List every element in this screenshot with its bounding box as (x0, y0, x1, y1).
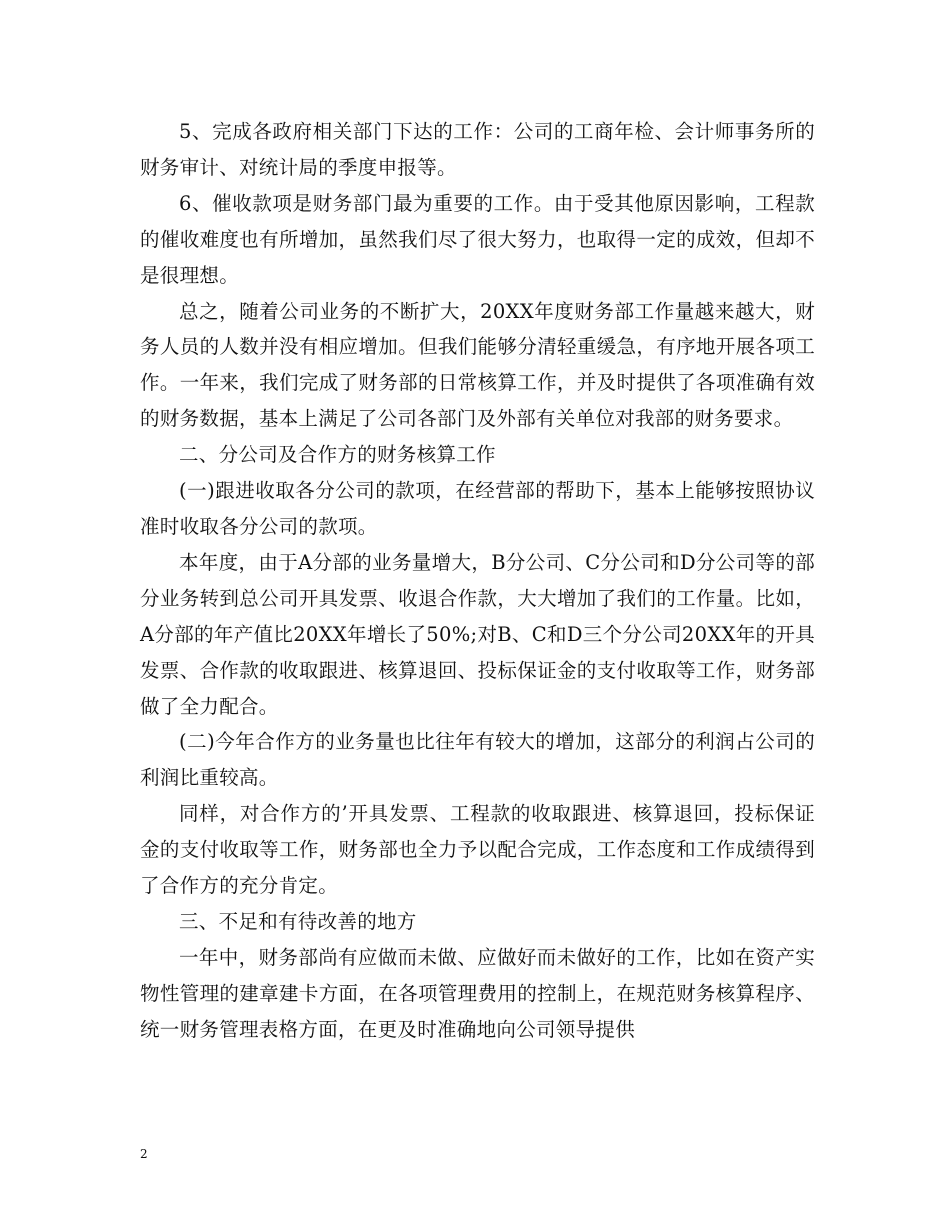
paragraph-this-year: 本年度，由于A分部的业务量增大，B分公司、C分公司和D分公司等的部分业务转到总公司开具发票、收退合作款，大大增加了我们的工作量。比如，A分部的年产值比20XX年增长了50%;对B、C和D三个分公司20XX年的开具发票、合作款的收取跟进、核算退回、投标保证金的支付收取等工作，财务部做了全力配合。 (140, 550, 815, 718)
paragraph-summary: 总之，随着公司业务的不断扩大，20XX年度财务部工作量越来越大，财务人员的人数并没有相应增加。但我们能够分清轻重缓急，有序地开展各项工作。一年来，我们完成了财务部的日常核算工作，并及时提供了各项准确有效的财务数据，基本上满足了公司各部门及外部有关单位对我部的财务要求。 (140, 299, 815, 431)
document-body (140, 114, 815, 1048)
paragraph-sub-2: (二)今年合作方的业务量也比往年有较大的增加，这部分的利润占公司的利润比重较高。 (140, 730, 815, 790)
section-heading-2: 二、分公司及合作方的财务核算工作 (179, 443, 496, 467)
paragraph-shortcomings: 一年中，财务部尚有应做而未做、应做好而未做好的工作，比如在资产实物性管理的建章建卡方面，在各项管理费用的控制上，在规范财务核算程序、统一财务管理表格方面，在更及时准确地向公司领导提供 (140, 945, 815, 1041)
page-number: 2 (140, 1147, 148, 1161)
paragraph-likewise: 同样，对合作方的’开具发票、工程款的收取跟进、核算退回，投标保证金的支付收取等工作，财务部也全力予以配合完成，工作态度和工作成绩得到了合作方的充分肯定。 (140, 802, 815, 898)
paragraph-item-5: 5、完成各政府相关部门下达的工作：公司的工商年检、会计师事务所的财务审计、对统计局的季度申报等。 (140, 120, 815, 179)
paragraph-sub-1: (一)跟进收取各分公司的款项，在经营部的帮助下，基本上能够按照协议准时收取各分公司的款项。 (140, 479, 815, 538)
section-heading-3: 三、不足和有待改善的地方 (179, 909, 417, 933)
paragraph-item-6: 6、催收款项是财务部门最为重要的工作。由于受其他原因影响，工程款的催收难度也有所增加，虽然我们尽了很大努力，也取得一定的成效，但却不是很理想。 (140, 191, 815, 287)
